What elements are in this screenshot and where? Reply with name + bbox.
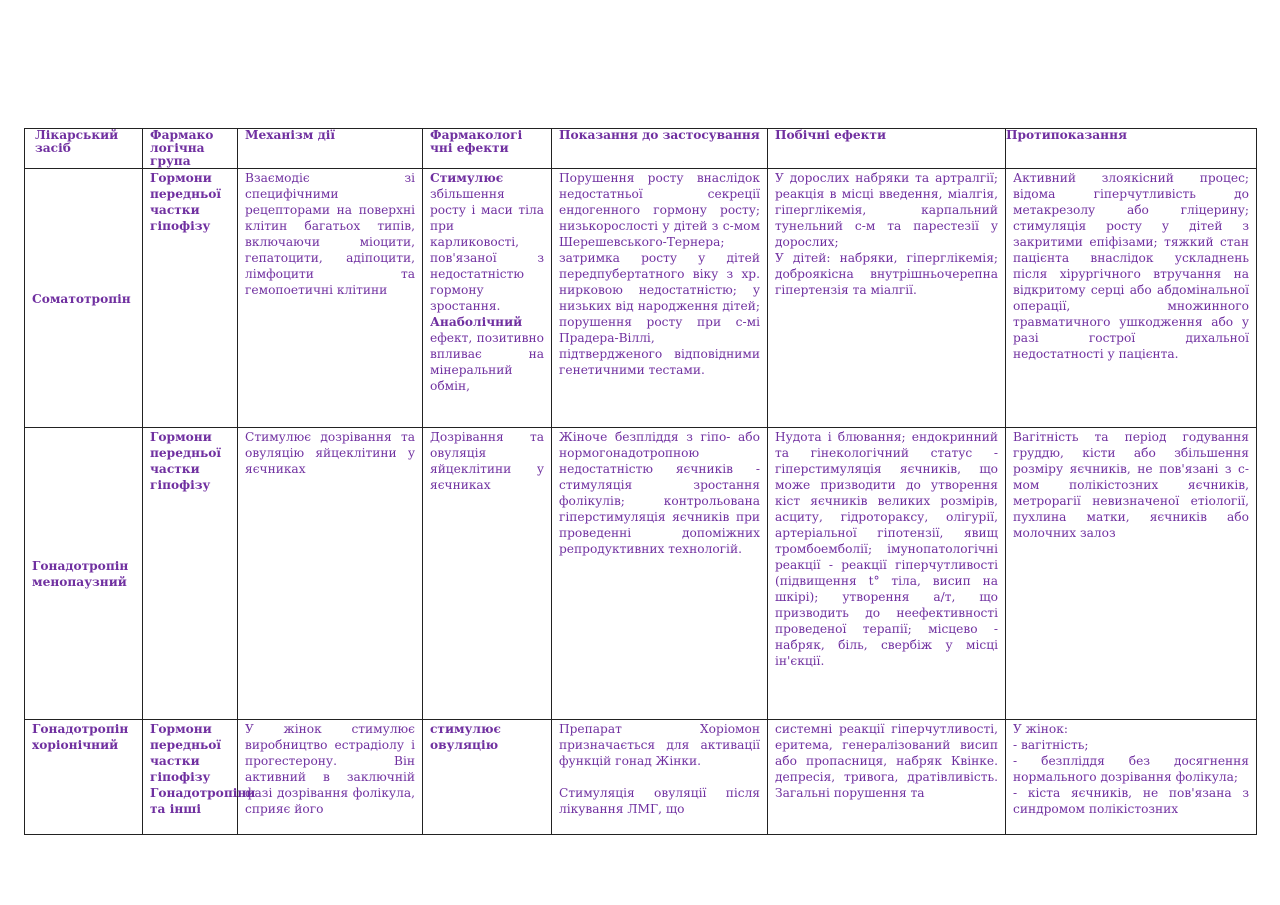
indications-text <box>559 721 760 817</box>
drug-name: Гонадотропін хоріонічний <box>25 720 143 835</box>
drug-name: Соматотропін <box>25 169 143 428</box>
contraindications-cell <box>1006 720 1257 835</box>
table-row <box>25 169 1257 428</box>
drug-name: Гонадотропін менопаузний <box>25 428 143 720</box>
table-row <box>25 428 1257 720</box>
contra-line: - безпліддя без досягнення нормального дозрівання фолікула; <box>1013 754 1249 784</box>
header-indications: Показання до застосування <box>552 129 768 169</box>
indications-cell <box>552 720 768 835</box>
effects-bold-2: Анаболічний <box>430 315 523 329</box>
drug-table <box>24 128 1257 835</box>
side-effects-cell <box>768 720 1006 835</box>
side-effects-cell <box>768 169 1006 428</box>
indications-cell: Жіноче безпліддя з гіпо- або нормогонадотропною недостатністю яєчників - стимуляція зростання фолікулів; контрольована гіперстимуляція яєчників при проведенні допоміжних репродуктивних технологій. <box>552 428 768 720</box>
group-text: Гормони передньої частки гіпофізу Гонадотропіни та інші <box>150 722 256 816</box>
effects-text-1: збільшення росту і маси тіла при карликовості, пов'язаної з недостатністю гормону зростання. <box>430 187 544 313</box>
table-row <box>25 720 1257 835</box>
contraindications-list <box>1013 721 1249 817</box>
mechanism-cell: Стимулює дозрівання та овуляцію яйцеклітини у яєчниках <box>238 428 423 720</box>
header-drug: Лікарський засіб <box>25 129 143 169</box>
side-effects-adults: У дорослих набряки та артралгії; реакція в місці введення, міалгія, гіперглікемія, карпальний тунельний с-м та парестезії у дорослих; <box>775 171 998 249</box>
pharmacological-group: Гормони передньої частки гіпофізу <box>143 428 238 720</box>
header-group: Фармако логічна група <box>143 129 238 169</box>
contraindications-cell: Активний злоякісний процес; відома гіперчутливість до метакрезолу або гліцерину; стимуляція росту у дітей з закритими епіфізами; тяжкий стан пацієнта внаслідок ускладнень після хірургічного втручання на відкритому серці або абдомінальної операції, множинного травматичного ушкодження або у разі гострої дихальної недостатності у пацієнта. <box>1006 169 1257 428</box>
contra-line: - кіста яєчників, не пов'язана з синдромом полікістозних <box>1013 786 1249 816</box>
header-effects: Фармакологі чні ефекти <box>423 129 552 169</box>
header-side-effects: Побічні ефекти <box>768 129 1006 169</box>
side-effects-text: системні реакції гіперчутливості, еритема, генералізований висип або пропасниця, набряк Квінке. депресія, тривога, дратівливість. Загальні порушення та <box>775 722 998 800</box>
contra-line: - вагітність; <box>1013 738 1089 752</box>
effects-cell: стимулює овуляцію <box>423 720 552 835</box>
contra-line: У жінок: <box>1013 722 1068 736</box>
pharmacological-group <box>143 720 256 835</box>
side-effects-cell: Нудота і блювання; ендокринний та гінекологічний статус - гіперстимуляція яєчників, що може призводити до утворення кіст яєчників великих розмірів, асциту, гідротораксу, олігурії, артеріальної гіпотензії, явищ тромбоемболії; імунопатологічні реакції - реакції гіперчутливості (підвищення t° тіла, висип на шкірі); утворення а/т, що призводить до неефективності проведеної терапії; місцево - набряк, біль, свербіж у місці ін'єкції. <box>768 428 1006 720</box>
effects-bold-1: Стимулює <box>430 171 504 185</box>
indications-cell: Порушення росту внаслідок недостатньої секреції ендогенного гормону росту; низькорослості у дітей з с-мом Шерешевського-Тернера; затримка росту у дітей передпубертатного віку з хр. нирковою недостатністю; у низьких від народження дітей; порушення росту при с-мі Прадера-Віллі, підтвердженого відповідними генетичними тестами. <box>552 169 768 428</box>
header-mechanism: Механізм дії <box>238 129 423 169</box>
contraindications-cell: Вагітність та період годування груддю, кісти або збільшення розміру яєчників, не пов'язані з с-мом полікістозних яєчників, метрорагії невизначеної етіології, пухлина матки, яєчників або молочних залоз <box>1006 428 1257 720</box>
header-contraindications: Протипоказання <box>1006 129 1257 169</box>
mechanism-cell <box>238 720 423 835</box>
mechanism-cell: Взаємодіє зі специфічними рецепторами на поверхні клітин багатьох типів, включаючи міоцити, гепатоцити, адіпоцити, лімфоцити та гемопоетичні клітини <box>238 169 423 428</box>
side-effects-children: У дітей: набряки, гіперглікемія; доброякісна внутрішньочерепна гіпертензія та міалгії. <box>775 251 998 297</box>
indications-part-2: Стимуляція овуляції після лікування ЛМГ, що <box>559 786 760 816</box>
effects-cell: Дозрівання та овуляція яйцеклітини у яєчниках <box>423 428 552 720</box>
effects-text-2: ефект, позитивно впливає на мінеральний обмін, <box>430 331 544 393</box>
indications-part-1: Препарат Хоріомон призначається для активації функцій гонад Жінки. <box>559 722 760 768</box>
mechanism-text: У жінок стимулює виробництво естрадіолу і прогестерону. Він активний в заключній фазі дозрівання фолікула, сприяє його <box>245 722 415 816</box>
header-row <box>25 129 1257 169</box>
pharmacological-group: Гормони передньої частки гіпофізу <box>143 169 238 428</box>
effects-cell <box>423 169 552 428</box>
